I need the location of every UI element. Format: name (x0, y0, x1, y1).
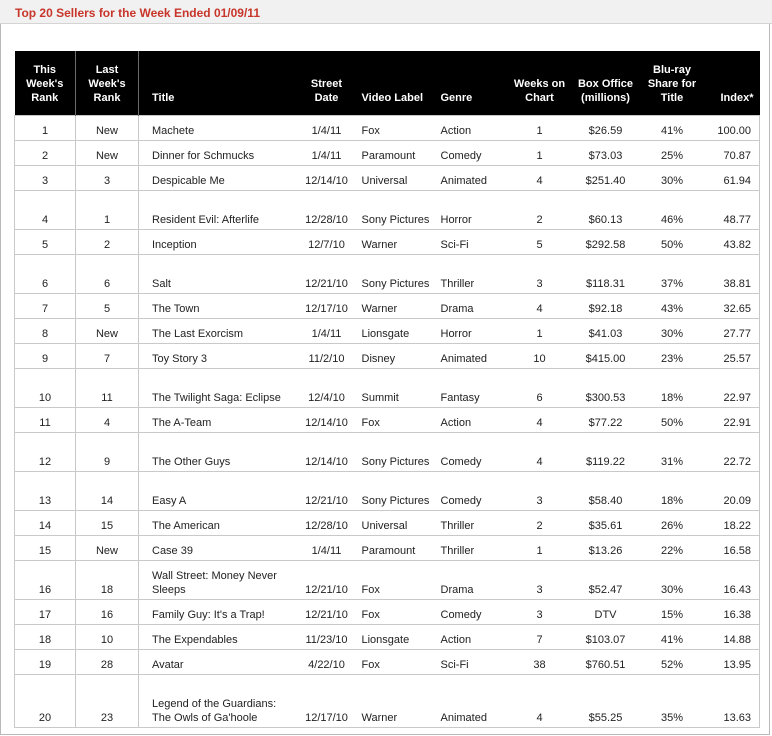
cell-street-date: 12/21/10 (297, 600, 357, 625)
cell-title: The Town (139, 294, 297, 319)
col-header-box-office: Box Office (millions) (569, 51, 643, 116)
cell-box-office: $118.31 (569, 255, 643, 294)
cell-video-label: Fox (357, 561, 437, 600)
cell-index: 27.77 (702, 319, 760, 344)
cell-index: 22.72 (702, 433, 760, 472)
cell-genre: Comedy (437, 472, 511, 511)
cell-video-label: Universal (357, 511, 437, 536)
cell-genre: Fantasy (437, 369, 511, 408)
col-header-weeks-on-chart: Weeks on Chart (511, 51, 569, 116)
cell-index: 13.95 (702, 650, 760, 675)
cell-genre: Thriller (437, 255, 511, 294)
cell-weeks-on-chart: 1 (511, 319, 569, 344)
table-row (15, 511, 760, 536)
cell-weeks-on-chart: 3 (511, 561, 569, 600)
cell-bluray-share: 25% (643, 141, 702, 166)
cell-video-label: Fox (357, 600, 437, 625)
cell-weeks-on-chart: 1 (511, 141, 569, 166)
cell-weeks-on-chart: 5 (511, 230, 569, 255)
cell-last-week-rank: 9 (76, 433, 139, 472)
cell-bluray-share: 37% (643, 255, 702, 294)
cell-genre: Animated (437, 166, 511, 191)
cell-street-date: 1/4/11 (297, 536, 357, 561)
table-row (15, 191, 760, 230)
top-sellers-table (14, 51, 760, 728)
cell-street-date: 12/14/10 (297, 433, 357, 472)
cell-this-week-rank: 8 (15, 319, 76, 344)
cell-video-label: Fox (357, 408, 437, 433)
cell-title: Easy A (139, 472, 297, 511)
cell-title: Despicable Me (139, 166, 297, 191)
table-row (15, 369, 760, 408)
cell-last-week-rank: 16 (76, 600, 139, 625)
cell-title: The A-Team (139, 408, 297, 433)
cell-this-week-rank: 1 (15, 116, 76, 141)
cell-weeks-on-chart: 4 (511, 433, 569, 472)
cell-street-date: 12/28/10 (297, 191, 357, 230)
cell-street-date: 12/14/10 (297, 408, 357, 433)
cell-this-week-rank: 11 (15, 408, 76, 433)
cell-bluray-share: 41% (643, 625, 702, 650)
cell-video-label: Sony Pictures (357, 472, 437, 511)
cell-index: 13.63 (702, 675, 760, 728)
cell-title: Legend of the Guardians: The Owls of Ga'hoole (139, 675, 297, 728)
cell-weeks-on-chart: 4 (511, 408, 569, 433)
cell-bluray-share: 50% (643, 408, 702, 433)
cell-index: 14.88 (702, 625, 760, 650)
cell-index: 20.09 (702, 472, 760, 511)
cell-title: The Last Exorcism (139, 319, 297, 344)
cell-bluray-share: 52% (643, 650, 702, 675)
cell-index: 16.43 (702, 561, 760, 600)
cell-this-week-rank: 18 (15, 625, 76, 650)
table-row (15, 472, 760, 511)
table-row (15, 561, 760, 600)
cell-last-week-rank: 11 (76, 369, 139, 408)
cell-weeks-on-chart: 3 (511, 600, 569, 625)
cell-genre: Thriller (437, 511, 511, 536)
cell-title: Avatar (139, 650, 297, 675)
cell-box-office: $103.07 (569, 625, 643, 650)
cell-weeks-on-chart: 38 (511, 650, 569, 675)
cell-genre: Thriller (437, 536, 511, 561)
cell-box-office: $77.22 (569, 408, 643, 433)
cell-bluray-share: 35% (643, 675, 702, 728)
cell-weeks-on-chart: 1 (511, 116, 569, 141)
cell-box-office: $26.59 (569, 116, 643, 141)
table-row (15, 294, 760, 319)
cell-video-label: Universal (357, 166, 437, 191)
cell-this-week-rank: 13 (15, 472, 76, 511)
cell-last-week-rank: 14 (76, 472, 139, 511)
cell-genre: Comedy (437, 141, 511, 166)
col-header-last-week-rank: Last Week's Rank (76, 51, 139, 116)
table-row (15, 675, 760, 728)
cell-video-label: Paramount (357, 536, 437, 561)
cell-box-office: $415.00 (569, 344, 643, 369)
cell-title: Salt (139, 255, 297, 294)
cell-weeks-on-chart: 2 (511, 191, 569, 230)
cell-this-week-rank: 5 (15, 230, 76, 255)
cell-this-week-rank: 20 (15, 675, 76, 728)
cell-title: Machete (139, 116, 297, 141)
cell-title: Dinner for Schmucks (139, 141, 297, 166)
cell-title: Toy Story 3 (139, 344, 297, 369)
cell-weeks-on-chart: 4 (511, 294, 569, 319)
cell-bluray-share: 26% (643, 511, 702, 536)
cell-bluray-share: 22% (643, 536, 702, 561)
cell-bluray-share: 43% (643, 294, 702, 319)
cell-video-label: Warner (357, 230, 437, 255)
cell-bluray-share: 15% (643, 600, 702, 625)
cell-video-label: Sony Pictures (357, 433, 437, 472)
cell-index: 38.81 (702, 255, 760, 294)
table-row (15, 116, 760, 141)
col-header-genre: Genre (437, 51, 511, 116)
cell-title: The American (139, 511, 297, 536)
cell-last-week-rank: 3 (76, 166, 139, 191)
cell-this-week-rank: 17 (15, 600, 76, 625)
cell-genre: Drama (437, 561, 511, 600)
cell-box-office: $58.40 (569, 472, 643, 511)
cell-bluray-share: 30% (643, 561, 702, 600)
cell-index: 25.57 (702, 344, 760, 369)
cell-index: 61.94 (702, 166, 760, 191)
table-row (15, 319, 760, 344)
cell-street-date: 1/4/11 (297, 116, 357, 141)
cell-this-week-rank: 9 (15, 344, 76, 369)
cell-weeks-on-chart: 3 (511, 472, 569, 511)
cell-this-week-rank: 7 (15, 294, 76, 319)
cell-box-office: $41.03 (569, 319, 643, 344)
cell-box-office: $13.26 (569, 536, 643, 561)
cell-street-date: 12/21/10 (297, 561, 357, 600)
cell-street-date: 12/7/10 (297, 230, 357, 255)
cell-street-date: 12/4/10 (297, 369, 357, 408)
cell-video-label: Warner (357, 675, 437, 728)
table-row (15, 625, 760, 650)
cell-genre: Animated (437, 675, 511, 728)
cell-last-week-rank: 6 (76, 255, 139, 294)
cell-street-date: 12/17/10 (297, 675, 357, 728)
cell-street-date: 12/28/10 (297, 511, 357, 536)
cell-last-week-rank: 28 (76, 650, 139, 675)
cell-street-date: 12/21/10 (297, 255, 357, 294)
cell-genre: Sci-Fi (437, 230, 511, 255)
cell-weeks-on-chart: 4 (511, 166, 569, 191)
cell-box-office: $92.18 (569, 294, 643, 319)
cell-genre: Comedy (437, 433, 511, 472)
table-row (15, 600, 760, 625)
table-row (15, 166, 760, 191)
cell-title: Inception (139, 230, 297, 255)
cell-last-week-rank: 18 (76, 561, 139, 600)
header-bar (0, 0, 772, 24)
cell-weeks-on-chart: 2 (511, 511, 569, 536)
table-header-row (15, 51, 760, 116)
cell-index: 16.38 (702, 600, 760, 625)
cell-box-office: $251.40 (569, 166, 643, 191)
cell-video-label: Fox (357, 650, 437, 675)
cell-box-office: $60.13 (569, 191, 643, 230)
table-row (15, 408, 760, 433)
cell-street-date: 12/14/10 (297, 166, 357, 191)
cell-title: The Other Guys (139, 433, 297, 472)
col-header-video-label: Video Label (357, 51, 437, 116)
cell-weeks-on-chart: 3 (511, 255, 569, 294)
cell-street-date: 12/21/10 (297, 472, 357, 511)
cell-genre: Comedy (437, 600, 511, 625)
cell-video-label: Disney (357, 344, 437, 369)
cell-last-week-rank: New (76, 536, 139, 561)
table-row (15, 536, 760, 561)
cell-box-office: $35.61 (569, 511, 643, 536)
cell-title: Wall Street: Money Never Sleeps (139, 561, 297, 600)
table-row (15, 230, 760, 255)
cell-street-date: 1/4/11 (297, 319, 357, 344)
cell-last-week-rank: New (76, 319, 139, 344)
col-header-bluray-share: Blu-ray Share for Title (643, 51, 702, 116)
cell-title: Family Guy: It's a Trap! (139, 600, 297, 625)
cell-title: The Twilight Saga: Eclipse (139, 369, 297, 408)
cell-box-office: $52.47 (569, 561, 643, 600)
cell-weeks-on-chart: 1 (511, 536, 569, 561)
cell-last-week-rank: 10 (76, 625, 139, 650)
table-row (15, 650, 760, 675)
cell-index: 22.97 (702, 369, 760, 408)
cell-genre: Sci-Fi (437, 650, 511, 675)
cell-street-date: 11/2/10 (297, 344, 357, 369)
col-header-street-date: Street Date (297, 51, 357, 116)
cell-genre: Action (437, 116, 511, 141)
cell-this-week-rank: 12 (15, 433, 76, 472)
col-header-this-week-rank: This Week's Rank (15, 51, 76, 116)
cell-video-label: Summit (357, 369, 437, 408)
cell-genre: Drama (437, 294, 511, 319)
cell-index: 16.58 (702, 536, 760, 561)
cell-box-office: $300.53 (569, 369, 643, 408)
cell-last-week-rank: 15 (76, 511, 139, 536)
cell-street-date: 4/22/10 (297, 650, 357, 675)
cell-box-office: $292.58 (569, 230, 643, 255)
cell-weeks-on-chart: 4 (511, 675, 569, 728)
cell-genre: Animated (437, 344, 511, 369)
cell-bluray-share: 30% (643, 319, 702, 344)
cell-genre: Action (437, 625, 511, 650)
cell-video-label: Warner (357, 294, 437, 319)
cell-street-date: 11/23/10 (297, 625, 357, 650)
table-row (15, 255, 760, 294)
cell-genre: Action (437, 408, 511, 433)
col-header-index: Index* (702, 51, 760, 116)
cell-video-label: Sony Pictures (357, 191, 437, 230)
cell-weeks-on-chart: 6 (511, 369, 569, 408)
cell-bluray-share: 50% (643, 230, 702, 255)
cell-box-office: $55.25 (569, 675, 643, 728)
page-title: Top 20 Sellers for the Week Ended 01/09/11 (15, 6, 260, 20)
cell-this-week-rank: 4 (15, 191, 76, 230)
cell-video-label: Fox (357, 116, 437, 141)
cell-this-week-rank: 16 (15, 561, 76, 600)
cell-last-week-rank: 2 (76, 230, 139, 255)
cell-this-week-rank: 14 (15, 511, 76, 536)
cell-video-label: Lionsgate (357, 625, 437, 650)
cell-last-week-rank: 4 (76, 408, 139, 433)
cell-index: 100.00 (702, 116, 760, 141)
cell-last-week-rank: 23 (76, 675, 139, 728)
cell-street-date: 12/17/10 (297, 294, 357, 319)
cell-index: 43.82 (702, 230, 760, 255)
cell-box-office: DTV (569, 600, 643, 625)
cell-this-week-rank: 3 (15, 166, 76, 191)
cell-index: 18.22 (702, 511, 760, 536)
cell-this-week-rank: 19 (15, 650, 76, 675)
cell-index: 22.91 (702, 408, 760, 433)
cell-bluray-share: 30% (643, 166, 702, 191)
cell-title: Case 39 (139, 536, 297, 561)
table-row (15, 433, 760, 472)
cell-bluray-share: 31% (643, 433, 702, 472)
cell-title: The Expendables (139, 625, 297, 650)
cell-this-week-rank: 6 (15, 255, 76, 294)
cell-bluray-share: 41% (643, 116, 702, 141)
cell-video-label: Lionsgate (357, 319, 437, 344)
cell-bluray-share: 46% (643, 191, 702, 230)
cell-box-office: $119.22 (569, 433, 643, 472)
cell-last-week-rank: New (76, 141, 139, 166)
cell-last-week-rank: 1 (76, 191, 139, 230)
cell-index: 48.77 (702, 191, 760, 230)
cell-this-week-rank: 15 (15, 536, 76, 561)
cell-genre: Horror (437, 191, 511, 230)
cell-last-week-rank: New (76, 116, 139, 141)
table-row (15, 344, 760, 369)
cell-bluray-share: 18% (643, 472, 702, 511)
cell-this-week-rank: 2 (15, 141, 76, 166)
table-row (15, 141, 760, 166)
cell-video-label: Sony Pictures (357, 255, 437, 294)
cell-box-office: $760.51 (569, 650, 643, 675)
cell-title: Resident Evil: Afterlife (139, 191, 297, 230)
cell-box-office: $73.03 (569, 141, 643, 166)
cell-video-label: Paramount (357, 141, 437, 166)
cell-weeks-on-chart: 10 (511, 344, 569, 369)
cell-weeks-on-chart: 7 (511, 625, 569, 650)
cell-this-week-rank: 10 (15, 369, 76, 408)
cell-genre: Horror (437, 319, 511, 344)
cell-last-week-rank: 7 (76, 344, 139, 369)
cell-last-week-rank: 5 (76, 294, 139, 319)
cell-bluray-share: 18% (643, 369, 702, 408)
cell-bluray-share: 23% (643, 344, 702, 369)
col-header-title: Title (139, 51, 297, 116)
cell-index: 70.87 (702, 141, 760, 166)
cell-index: 32.65 (702, 294, 760, 319)
cell-street-date: 1/4/11 (297, 141, 357, 166)
